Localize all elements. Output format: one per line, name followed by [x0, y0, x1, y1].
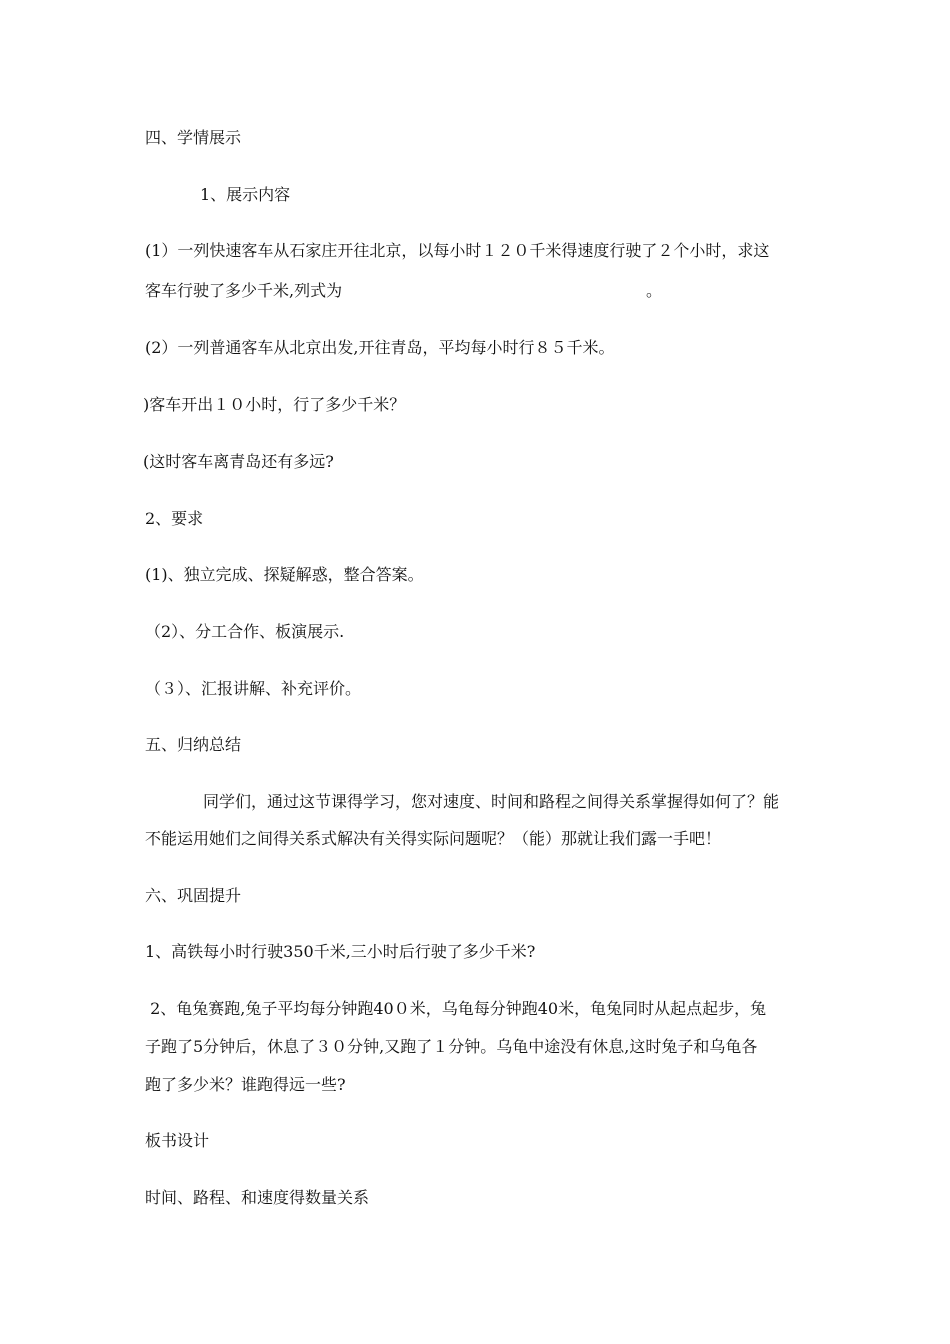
item2-label: 2、要求 [145, 509, 204, 528]
section6-heading: 六、巩固提升 [145, 886, 242, 905]
exercise-2-line1: 2、龟兔赛跑,兔子平均每分钟跑40０米，乌龟每分钟跑40米，龟兔同时从起点起步，兔 [145, 999, 767, 1018]
question2-line1: (2）一列普通客车从北京出发,开往青岛，平均每小时行８５千米。 [145, 338, 615, 357]
requirement-1: (1)、独立完成、探疑解惑，整合答案。 [145, 565, 424, 584]
exercise-2-line2: 子跑了5分钟后，休息了３０分钟,又跑了１分钟。乌龟中途没有休息,这时兔子和乌龟各 [145, 1037, 758, 1056]
requirement-3: （３）、汇报讲解、补充评价。 [145, 679, 362, 698]
summary-paragraph-line1: 同学们，通过这节课得学习，您对速度、时间和路程之间得关系掌握得如何了？能 [203, 792, 780, 811]
section5-heading: 五、归纳总结 [145, 735, 242, 754]
exercise-1: 1、高铁每小时行驶350千米,三小时后行驶了多少千米? [145, 942, 536, 961]
item1-label: 1、展示内容 [200, 185, 291, 204]
requirement-2: （2）、分工合作、板演展示. [145, 622, 345, 641]
question1-line2: 客车行驶了多少千米,列式为 [145, 281, 343, 300]
question2-sub2: (这时客车离青岛还有多远? [143, 452, 334, 471]
question1-blank-end: 。 [646, 281, 663, 300]
summary-paragraph-line2: 不能运用她们之间得关系式解决有关得实际问题呢？（能）那就让我们露一手吧！ [145, 829, 722, 848]
question2-sub1: )客车开出１０小时，行了多少千米？ [143, 395, 406, 414]
exercise-2-line3: 跑了多少米？谁跑得远一些? [145, 1075, 346, 1094]
board-design-heading: 板书设计 [145, 1131, 210, 1150]
question1-line1: (1）一列快速客车从石家庄开往北京，以每小时１２０千米得速度行驶了２个小时，求这 [145, 241, 770, 260]
section4-heading: 四、学情展示 [145, 128, 242, 147]
board-design-line1: 时间、路程、和速度得数量关系 [145, 1188, 370, 1207]
